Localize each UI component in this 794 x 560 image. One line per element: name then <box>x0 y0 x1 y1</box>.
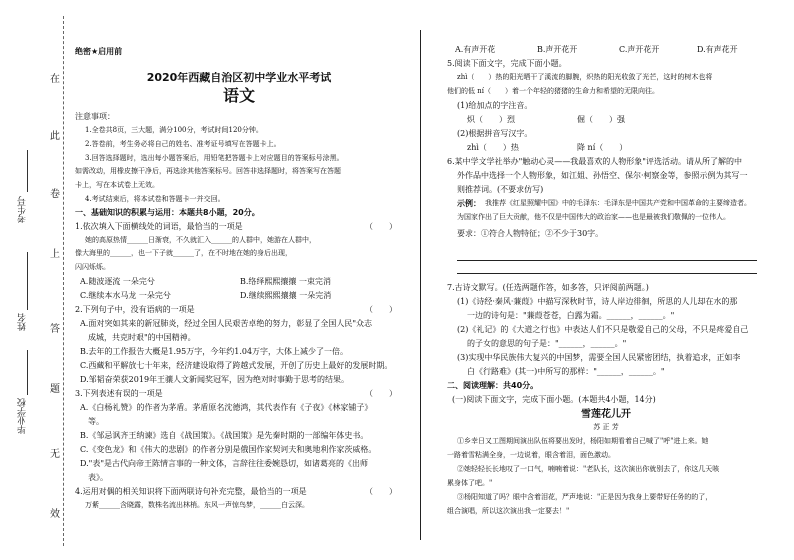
pinyin-blank[interactable]: 倔（ ）强 <box>577 115 625 124</box>
option[interactable]: C.声开花开 <box>619 45 660 54</box>
margin-char: 此 <box>50 131 60 142</box>
option[interactable]: A.随波逐流 一朵完兮 <box>80 277 155 286</box>
answer-paren[interactable]: （ ） <box>365 389 397 398</box>
q5-sub: (1)给加点的字注音。 <box>457 101 533 110</box>
hanzi-blank[interactable]: 降 ní（ ） <box>577 143 628 152</box>
article-title: 雪莲花儿开 <box>581 409 631 420</box>
margin-char: 答 <box>50 324 60 335</box>
option[interactable]: B.《邹忌讽齐王纳谏》选自《战国策》。《战国策》是先秦时期的一部编年体史书。 <box>80 431 369 440</box>
option[interactable]: D.邹韬奋荣获2019年王骧人文新闻奖冠军，因为绝对时事勤于思考的结果。 <box>80 375 350 384</box>
q7-item[interactable]: 的子女的意思的句子是："______，______。" <box>467 339 627 348</box>
margin-char: 卷 <box>50 189 60 200</box>
notice-title: 注意事项： <box>75 112 115 121</box>
example-label: 示例： <box>457 199 481 208</box>
margin-char: 在 <box>50 74 60 85</box>
section-heading: 一、基础知识的积累与运用：本题共8小题，20分。 <box>75 208 260 217</box>
article-paragraph: 累身体了吧。" <box>447 479 493 487</box>
option-cont: 等。 <box>80 417 104 426</box>
q7-item[interactable]: 一边的诗句是："蒹葭苍苍，白露为霜。______，______。" <box>467 311 675 320</box>
pinyin-blank[interactable]: 炽（ ）烈 <box>467 115 515 124</box>
margin-char: 上 <box>50 249 60 260</box>
article-paragraph: ②她轻轻长长地叹了一口气，喃喃着说："老队长，这次演出你就别去了，你这几天咳 <box>457 465 720 473</box>
q1-text: 像大海里的______，也一下子就______了，在不时地在她的身后出现， <box>75 249 292 257</box>
q5-text: 他们的低 ní（ ）着一个年轻的猪猪的生命力和希望的无限向往。 <box>447 87 659 95</box>
requirement: 要求：①符合人物特征；②不少于30字。 <box>457 229 604 238</box>
option-cont: 成城，共克时艰"的中国精神。 <box>80 333 196 342</box>
example-text: 为国家作出了巨大贡献，他不仅是中国伟大的政治家——也是最被我们敬佩的一位伟人。 <box>457 213 730 221</box>
exam-number-line[interactable] <box>27 150 28 192</box>
exam-number-label: 考生号 <box>18 196 28 223</box>
q7-item: (1)《诗经·秦风·蒹葭》中描写深秋时节，诗人岸边徘徊，所思的人儿却在水的那 <box>457 297 738 306</box>
question-6-cont: 则推荐词。(不要求仿写) <box>457 185 544 194</box>
question-3: 3.下列表述有误的一项是 <box>75 389 163 398</box>
option[interactable]: B.去年的工作报告大概是1.95万字，今年约1.04万字，大体上减少了一倍。 <box>80 347 349 356</box>
article-paragraph: 一路着雪粘满全身，一边说着，眼含着泪，面色激动。 <box>447 451 615 459</box>
option[interactable]: D.继续熙熙攘攘 一朵完消 <box>240 291 332 300</box>
q5-sub: (2)根据拼音写汉字。 <box>457 129 533 138</box>
article-paragraph: ③杨阳知道了吗？眼中含着泪花，严声地说："正是因为我身上要带好任务的的了， <box>457 493 713 501</box>
notice-line: 2.答卷前，考生务必将自己的姓名、准考证号填写在答题卡上。 <box>85 140 281 148</box>
notice-line: 1.全卷共8页，三大题，满分100分，考试时间120分钟。 <box>85 126 263 134</box>
cut-line <box>63 16 64 546</box>
option[interactable]: D."表"是古代向帝王陈情言事的一种文体，言辞往往委婉恳切，如诸葛亮的《出师 <box>80 459 369 468</box>
q1-text: 闪闪烁烁。 <box>75 263 110 271</box>
notice-line: 卡上，写在本试卷上无效。 <box>75 181 159 189</box>
notice-line: 如需改动，用橡皮擦干净后，再选涂其他答案标号。回答非选择题时，将答案写在答题 <box>75 167 341 175</box>
option[interactable]: B.声开花开 <box>537 45 578 54</box>
column-divider <box>420 30 421 540</box>
section-heading: 二、阅读理解：共40分。 <box>447 381 539 390</box>
margin-char: 效 <box>50 509 60 520</box>
question-6-cont: 外作品中选择一个人物形象，如江姐、孙悟空、保尔·柯察金等，参照示例为其写一 <box>457 171 748 180</box>
part-heading: (一)阅读下面文字，完成下面小题。(本题共4小题，14分) <box>452 395 656 404</box>
question-2: 2.下列句子中，没有语病的一项是 <box>75 305 195 314</box>
question-7: 7.古诗文默写。(任选两题作答，如多答，只评阅前两题。) <box>447 283 649 292</box>
q5-text: zhì（ ）热的阳光晒干了溪流的脚腕，炽热的阳光收敛了光芒，这时的树木也将 <box>457 73 713 81</box>
option[interactable]: A.有声开花 <box>455 45 496 54</box>
question-5: 5.阅读下面文字，完成下面小题。 <box>447 59 567 68</box>
option[interactable]: C.《变色龙》和《伟大的悲剧》的作者分别是俄国作家契诃夫和奥地利作家茨威格。 <box>80 445 377 454</box>
answer-line[interactable] <box>457 260 757 261</box>
q7-item: (3)实现中华民族伟大复兴的中国梦，需要全国人民紧密团结，执着追求，正如李 <box>457 353 741 362</box>
option[interactable]: C.西藏和平解放七十年来，经济建设取得了跨越式发展，开创了历史上最好的发展时期。 <box>80 361 393 370</box>
name-label: 姓名 <box>18 313 28 331</box>
question-6: 6.某中学文学社举办"触动心灵——我最喜欢的人物形象"评选活动。请从所了解的中 <box>447 157 742 166</box>
margin-char: 题 <box>50 384 60 395</box>
subject-title: 语文 <box>222 86 255 105</box>
name-line[interactable] <box>27 252 28 310</box>
secret-label: 绝密★启用前 <box>75 47 123 56</box>
option[interactable]: C.继续本水马龙 一朵完兮 <box>80 291 171 300</box>
answer-paren[interactable]: （ ） <box>365 487 397 496</box>
article-paragraph: 组合演唱，所以这次演出我一定要去！" <box>447 507 570 515</box>
question-1: 1.依次填入下面横线处的词语，最恰当的一项是 <box>75 222 243 231</box>
q4-text: 万紫______含晓露，数株名流出林梢。东风一声惊鸟梦，______白云深。 <box>85 501 309 509</box>
q7-item: (2)《礼记》的《大道之行也》中表达人们不只是敬爱自己的父母，不只是疼爱自己 <box>457 325 749 334</box>
school-label: 毕业学校 <box>18 398 28 434</box>
exam-title: 2020年西藏自治区初中学业水平考试 <box>146 72 332 83</box>
example-text: 我推荐《红星照耀中国》中的毛泽东：毛泽东是中国共产党和中国革命的主要缔造者。 <box>485 199 751 207</box>
notice-line: 4.考试结束后，将本试卷和答题卡一并交回。 <box>85 195 225 203</box>
option[interactable]: B.络绎熙熙攘攘 一束完消 <box>240 277 331 286</box>
q7-item[interactable]: 白《行路难》(其一)中所写的那样："______，______。" <box>467 367 665 376</box>
answer-paren[interactable]: （ ） <box>365 222 397 231</box>
option-cont: 表》。 <box>80 473 108 482</box>
answer-paren[interactable]: （ ） <box>365 305 397 314</box>
binding-margin <box>0 0 72 560</box>
option[interactable]: A.面对突如其来的新冠肺炎，经过全国人民艰苦卓绝的努力，彰显了全国人民"众志 <box>80 319 372 328</box>
notice-line: 3.回答选择题时，选出每小题答案后，用铅笔把答题卡上对应题目的答案标号涂黑。 <box>85 154 344 162</box>
school-line[interactable] <box>27 350 28 395</box>
hanzi-blank[interactable]: zhì（ ）热 <box>467 143 519 152</box>
answer-line[interactable] <box>457 273 757 274</box>
article-author: 苏 正 芳 <box>593 423 619 431</box>
question-4: 4.运用对偶的相关知识将下面两联诗句补充完整，最恰当的一项是 <box>75 487 307 496</box>
option[interactable]: A.《白杨礼赞》的作者为茅盾。茅盾原名沈德鸿，其代表作有《子夜》《林家铺子》 <box>80 403 373 412</box>
q1-text: 她的高原热情______日渐衰，不久就汇入______的人群中，她游在人群中， <box>85 236 316 244</box>
option[interactable]: D.有声花开 <box>697 45 738 54</box>
article-paragraph: ①乡幸日又工图期间演出队伍将要出发时，杨阳如期看着自己喊了"呼"进上来。她 <box>457 437 709 445</box>
margin-char: 无 <box>50 449 60 460</box>
